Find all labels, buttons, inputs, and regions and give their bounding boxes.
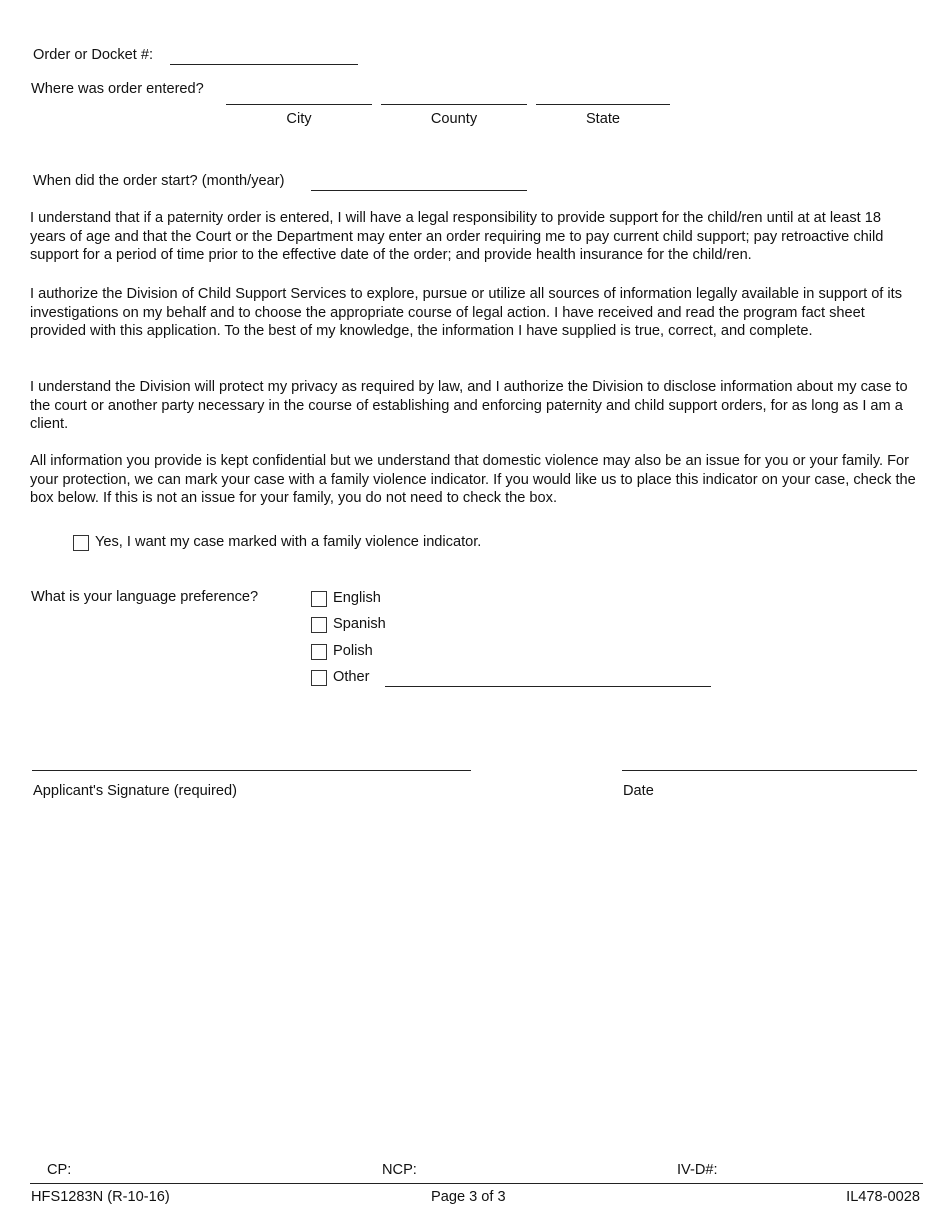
ncp-label: NCP:: [382, 1162, 417, 1178]
other-checkbox[interactable]: [311, 670, 327, 686]
county-input[interactable]: [381, 90, 527, 105]
ivd-label: IV-D#:: [677, 1162, 718, 1178]
form-code: IL478-0028: [846, 1189, 920, 1205]
other-label: Other: [333, 669, 370, 685]
cp-label: CP:: [47, 1162, 72, 1178]
other-language-input[interactable]: [385, 672, 711, 687]
applicant-signature-label: Applicant's Signature (required): [33, 783, 237, 799]
date-line[interactable]: [622, 770, 917, 771]
spanish-label: Spanish: [333, 616, 386, 632]
page-number: Page 3 of 3: [431, 1189, 506, 1205]
signature-line[interactable]: [32, 770, 471, 771]
docket-input[interactable]: [170, 50, 358, 65]
language-question: What is your language preference?: [31, 589, 259, 605]
english-checkbox[interactable]: [311, 591, 327, 607]
docket-label: Order or Docket #:: [33, 47, 154, 63]
footer-rule: [30, 1183, 923, 1184]
polish-label: Polish: [333, 643, 373, 659]
order-start-input[interactable]: [311, 176, 527, 191]
city-input[interactable]: [226, 90, 372, 105]
family-violence-checkbox[interactable]: [73, 535, 89, 551]
privacy-paragraph: I understand the Division will protect my privacy as required by law, and I authorize the Division to disclose information about my case to the court or another party necessary in the course of establishing and enforcing paternity and child support orders, for as long as I am a client.: [30, 379, 908, 433]
date-label: Date: [623, 783, 654, 799]
authorization-paragraph: I authorize the Division of Child Support Services to explore, pursue or utilize all sources of information legally available in support of its investigations on my behalf and to choose the appropriate course of legal action. I have received and read the program fact sheet provided with this application. To the best of my knowledge, the information I have supplied is true, correct, and complete.: [30, 286, 903, 340]
county-caption: County: [430, 111, 478, 127]
where-entered-label: Where was order entered?: [31, 81, 204, 97]
state-caption: State: [585, 111, 621, 127]
spanish-checkbox[interactable]: [311, 617, 327, 633]
state-input[interactable]: [536, 90, 670, 105]
confidentiality-paragraph: All information you provide is kept confidential but we understand that domestic violence may also be an issue for you or your family. For your protection, we can mark your case with a family violence indicator. If you would like us to place this indicator on your case, check the box below. If this is not an issue for your family, you do not need to check the box.: [30, 453, 916, 507]
order-start-label: When did the order start? (month/year): [33, 173, 285, 189]
family-violence-label: Yes, I want my case marked with a family violence indicator.: [95, 534, 482, 550]
city-caption: City: [286, 111, 312, 127]
english-label: English: [333, 590, 381, 606]
form-id: HFS1283N (R-10-16): [31, 1189, 170, 1205]
polish-checkbox[interactable]: [311, 644, 327, 660]
paternity-responsibility-paragraph: I understand that if a paternity order is entered, I will have a legal responsibility to provide support for the child/ren until at at least 18 years of age and that the Court or the Department may enter an order requiring me to pay current child support; pay retroactive child support for a period of time prior to the effective date of the order; and provide health insurance for the child/ren.: [30, 210, 884, 264]
